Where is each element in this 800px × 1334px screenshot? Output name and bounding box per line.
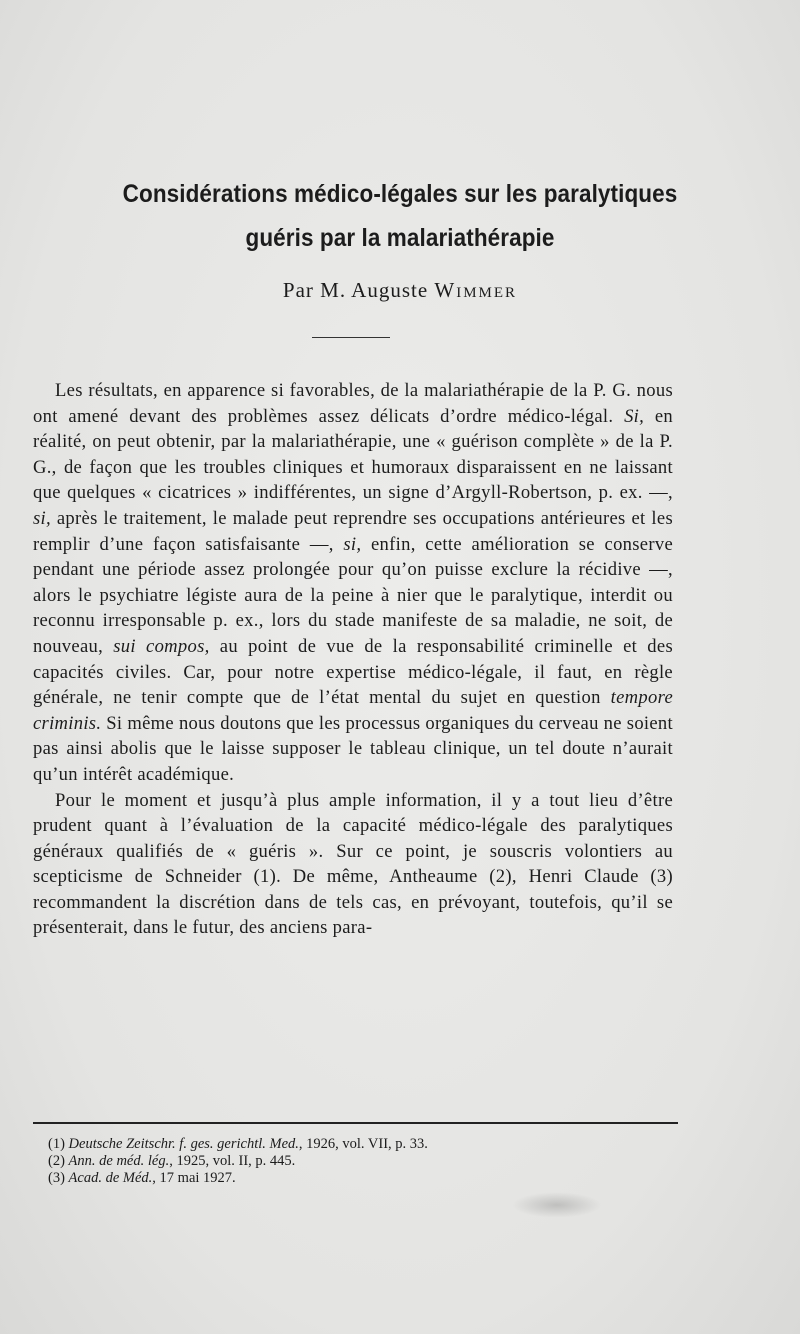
footnote-separator <box>33 1122 678 1124</box>
p1-italic-sui-compos: sui compos, <box>113 635 210 657</box>
article-title <box>76 172 724 260</box>
paragraph-2 <box>33 788 673 942</box>
p1-italic-si-3: si, <box>343 533 362 555</box>
p1-text-6: Si même nous doutons que les processus organiques du cerveau ne soient pas ainsi abolis que le laisse supposer le tableau clinique, un tel doute n’aurait qu’un intérêt académique. <box>33 712 673 785</box>
p1-italic-si-2: si, <box>33 507 51 529</box>
author-prefix: Par M. Auguste <box>282 278 429 302</box>
footnote-number: (1) <box>48 1136 65 1152</box>
footnote-detail: , 1926, vol. VII, p. 33. <box>298 1136 428 1152</box>
footnote-source: Deutsche Zeitschr. f. ges. gerichtl. Med. <box>68 1136 299 1152</box>
p1-text-5: au point de vue de la responsabilité criminelle et des capacités civiles. Car, pour notre expertise médico-légale, il faut, en règle générale, ne tenir compte que de l’état mental du sujet en question <box>33 635 673 709</box>
author-surname: Wimmer <box>434 278 518 302</box>
p1-italic-tempore-criminis: tempore criminis. <box>33 687 673 734</box>
paragraph-1 <box>33 378 673 788</box>
ink-blot <box>512 1192 602 1218</box>
footnote-detail: , 17 mai 1927. <box>152 1170 236 1186</box>
footnote-2 <box>48 1153 648 1170</box>
footnote-number: (3) <box>48 1170 65 1186</box>
footnote-source: Ann. de méd. lég. <box>68 1153 170 1169</box>
title-line-2: guéris par la malariathérapie <box>245 224 555 252</box>
footnote-source: Acad. de Méd. <box>68 1170 153 1186</box>
title-line-1: Considérations médico-légales sur les paralytiques <box>122 180 678 208</box>
footnotes <box>48 1136 648 1187</box>
footnote-1 <box>48 1136 648 1153</box>
p1-italic-si-1: Si, <box>624 405 645 427</box>
p1-text-1: Les résultats, en apparence si favorables, de la malariathérapie de la P. G. nous ont amené devant des problèmes assez délicats d’ordre médico-légal. <box>33 380 673 427</box>
footnote-number: (2) <box>48 1153 65 1169</box>
footnote-3 <box>48 1170 648 1187</box>
author-line <box>0 278 800 303</box>
article-body <box>33 378 673 941</box>
p1-text-3: après le traitement, le malade peut reprendre ses occupations antérieures et les remplir d’une façon satisfaisante —, <box>33 507 673 555</box>
footnote-detail: , 1925, vol. II, p. 445. <box>169 1153 296 1169</box>
p1-text-2: en réalité, on peut obtenir, par la malariathérapie, une « guérison complète » de la P. G., de façon que les troubles cliniques et humoraux disparaissent en ne laissant que quelques « cicatrices » indifférentes, un signe d’Argyll-Robertson, p. ex. —, <box>33 405 673 504</box>
p1-text-4: enfin, cette amélioration se conserve pendant une période assez prolongée pour qu’on puisse exclure la récidive —, alors le psychiatre légiste aura de la peine à nier que le paralytique, interdit ou reconnu irresponsable p. ex., lors du stade manifeste de sa maladie, ne soit, de nouveau, <box>33 533 674 657</box>
title-separator <box>312 337 390 338</box>
p2-text: Pour le moment et jusqu’à plus ample information, il y a tout lieu d’être prudent quant à l’évaluation de la capacité médico-légale des paralytiques généraux qualifiés de « guéris ». Sur ce point, je souscris volontiers au scepticisme de Schneider (1). De même, Antheaume (2), Henri Claude (3) recommandent la discrétion dans de tels cas, en prévoyant, toutefois, qu’il se présenterait, dans le futur, des anciens para- <box>33 789 673 939</box>
